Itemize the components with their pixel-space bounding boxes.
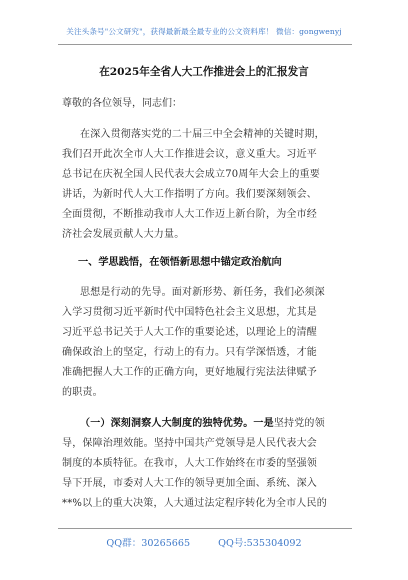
section-heading: 一、学思践悟，在领悟新思想中锚定政治航向	[78, 256, 282, 268]
body-line: 的职责。	[62, 387, 103, 398]
header-divider	[58, 44, 352, 45]
body-line: 准确把握人大工作的正确方向，更好地履行宪法法律赋予	[62, 367, 317, 378]
subsection-line	[80, 414, 325, 429]
body-line: 入学习贯彻习近平新时代中国特色社会主义思想，尤其是	[62, 307, 317, 318]
body-line: 我们召开此次全市人大工作推进会议，意义重大。习近平	[62, 149, 317, 160]
body-line: 思想是行动的先导。面对新形势、新任务，我们必须深	[80, 287, 325, 298]
body-line: 在深入贯彻落实党的二十届三中全会精神的关键时期，	[80, 129, 325, 140]
body-line: 习近平总书记关于人大工作的重要论述，以理论上的清醒	[62, 327, 317, 338]
body-line: 确保政治上的坚定，行动上的有力。只有学深悟透，才能	[62, 347, 317, 358]
body-line: 导下开展，市委对人大工作的领导更加全面、系统、深入	[62, 478, 317, 489]
salutation: 尊敬的各位领导，同志们：	[62, 98, 182, 109]
body-line: 导，保障治理效能。坚持中国共产党领导是人民代表大会	[62, 438, 317, 449]
footer-note	[0, 535, 408, 549]
body-line: 讲话，为新时代人大工作指明了方向。我们要深刻领会、	[62, 189, 317, 200]
body-line: 济社会发展贡献人大力量。	[62, 229, 185, 240]
qq-number: QQ号:535304092	[218, 538, 302, 549]
body-line: 全面贯彻，不断推动我市人大工作迈上新台阶，为全市经	[62, 209, 317, 220]
body-line: **%以上的重大决策，人大通过法定程序转化为全市人民的	[62, 498, 327, 509]
subsection-heading: （一）深刻洞察人大制度的独特优势。一是	[80, 418, 274, 429]
document-title: 在2025年全省人大工作推进会上的汇报发言	[99, 66, 309, 78]
header-note: 关注头条号"公文研究"，获得最新最全最专业的公文资料库！ 微信：gongwenyj	[66, 27, 342, 36]
footer-divider	[58, 528, 352, 529]
subsection-text: 坚持党的领	[273, 418, 325, 429]
body-line: 制度的本质特征。在我市，人大工作始终在市委的坚强领	[62, 458, 317, 469]
qq-group: QQ群：30265665	[106, 538, 191, 549]
body-line: 总书记在庆祝全国人民代表大会成立70周年大会上的重要	[62, 169, 320, 180]
